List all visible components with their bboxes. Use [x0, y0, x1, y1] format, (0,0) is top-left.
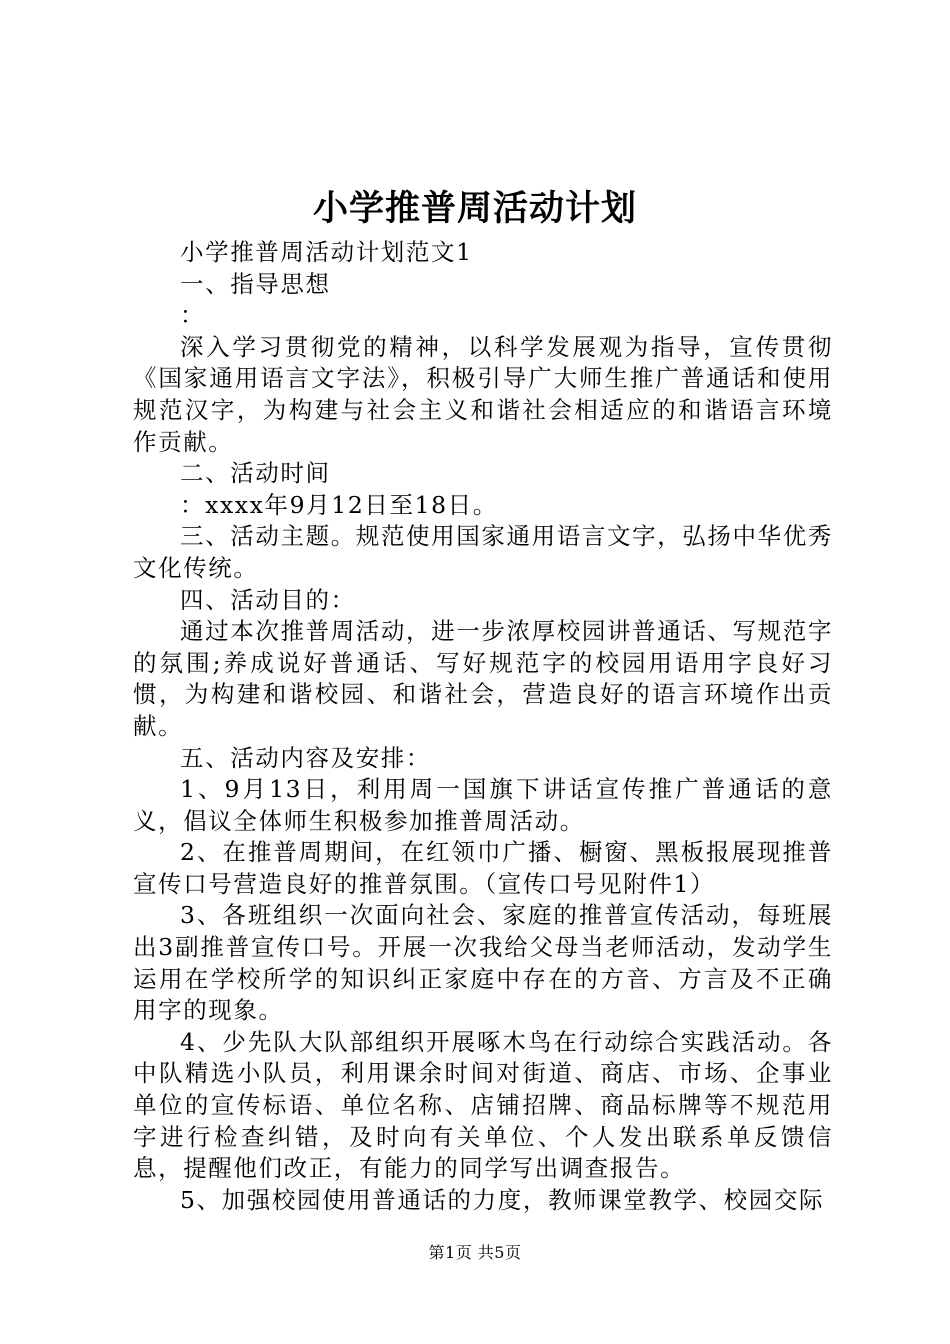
paragraph-heading-guiding-idea: 一、指导思想	[180, 269, 331, 298]
paragraph-activity-theme: 三、活动主题。规范使用国家通用语言文字，弘扬中华优秀文化传统。	[133, 522, 833, 582]
paragraph-subtitle: 小学推普周活动计划范文1	[180, 238, 473, 266]
paragraph-guiding-idea-body: 深入学习贯彻党的精神，以科学发展观为指导，宣传贯彻《国家通用语言文字法》，积极引导广大师生推广普通话和使用规范汉字，为构建与社会主义和谐社会相适应的和谐语言环境作贡献。	[133, 332, 833, 456]
paragraph-activity-time-body: ：xxxx年9月12日至18日。	[180, 490, 498, 519]
paragraph-item-1: 1、9月13日，利用周一国旗下讲话宣传推广普通话的意义，倡议全体师生积极参加推普周活动。	[133, 775, 833, 835]
paragraph-colon: ：	[180, 301, 206, 330]
paragraph-heading-activity-goal: 四、活动目的：	[180, 585, 356, 614]
page-footer: 第1页 共5页	[428, 1243, 522, 1262]
paragraph-item-2: 2、在推普周期间，在红领巾广播、橱窗、黑板报展现推普宣传口号营造良好的推普氛围。（宣传口号见附件1）	[133, 838, 833, 898]
paragraph-heading-activity-content: 五、活动内容及安排：	[180, 743, 431, 772]
paragraph-item-5: 5、加强校园使用普通话的力度，教师课堂教学、校园交际	[180, 1185, 825, 1214]
paragraph-item-4: 4、少先队大队部组织开展啄木鸟在行动综合实践活动。各中队精选小队员，利用课余时间对街道、商店、市场、企事业单位的宣传标语、单位名称、店铺招牌、商品标牌等不规范用字进行检查纠错，及时向有关单位、个人发出联系单反馈信息，提醒他们改正，有能力的同学写出调查报告。	[133, 1027, 833, 1183]
paragraph-item-3: 3、各班组织一次面向社会、家庭的推普宣传活动，每班展出3副推普宣传口号。开展一次我给父母当老师活动，发动学生运用在学校所学的知识纠正家庭中存在的方音、方言及不正确用字的现象。	[133, 901, 833, 1025]
document-body	[133, 237, 833, 1216]
document-title: 小学推普周活动计划	[312, 188, 637, 229]
paragraph-activity-goal-body: 通过本次推普周活动，进一步浓厚校园讲普通话、写规范字的氛围;养成说好普通话、写好规范字的校园用语用字良好习惯，为构建和谐校园、和谐社会，营造良好的语言环境作出贡献。	[133, 617, 833, 740]
paragraph-heading-activity-time: 二、活动时间	[180, 459, 331, 488]
